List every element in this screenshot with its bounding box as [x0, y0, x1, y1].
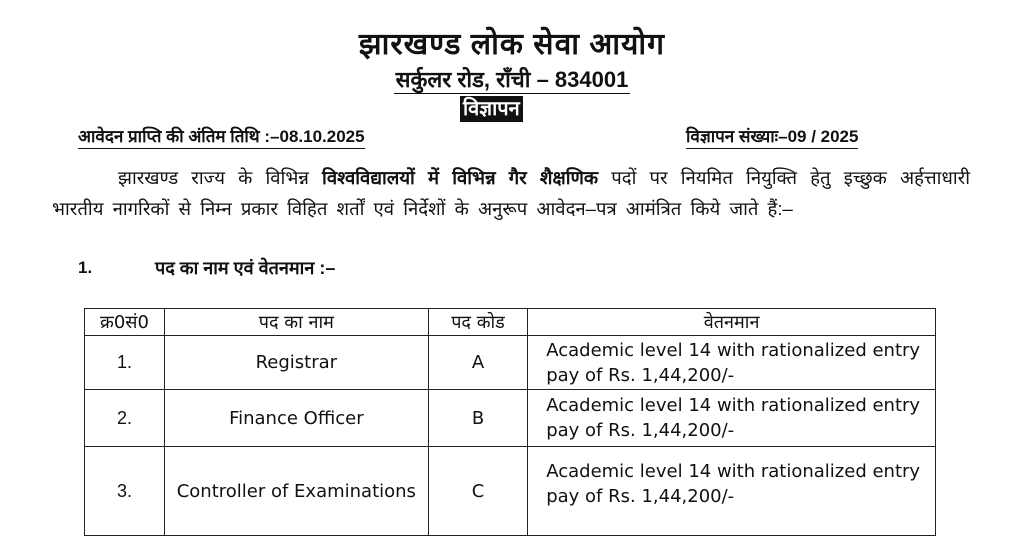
cell-pay-scale: Academic level 14 with rationalized entry pay of Rs. 1,44,200/- — [528, 336, 936, 390]
deadline-value: 08.10.2025 — [279, 127, 365, 146]
posts-table — [84, 308, 936, 536]
cell-serial-number: 3. — [85, 447, 165, 536]
cell-serial-number: 1. — [85, 336, 165, 390]
cell-post-code: B — [428, 390, 527, 447]
cell-post-name: Finance Officer — [164, 390, 428, 447]
header-serial-number: क्र0सं0 — [85, 309, 165, 336]
table-row — [85, 447, 936, 536]
cell-pay-scale: Academic level 14 with rationalized entry pay of Rs. 1,44,200/- — [528, 447, 936, 536]
header-pay-scale: वेतनमान — [528, 309, 936, 336]
intro-paragraph — [52, 162, 970, 224]
cell-serial-number: 2. — [85, 390, 165, 447]
adv-number-value: 09 / 2025 — [787, 127, 859, 146]
cell-post-name: Registrar — [164, 336, 428, 390]
intro-text-part2: पदों पर नियमित नियुक्ति हेतु इच्छुक अर्हत्ताधारी भारतीय नागरिकों से निम्न प्रकार विहित शर्तों एवं निर्देशों के अनुरूप आवेदन–पत्र आमंत्रित किये जाते हैं:– — [52, 167, 970, 219]
section-number: 1. — [78, 258, 93, 277]
organization-title: झारखण्ड लोक सेवा आयोग — [358, 28, 666, 61]
document-type-label: विज्ञापन — [460, 96, 523, 122]
header-post-name: पद का नाम — [164, 309, 428, 336]
deadline-label: आवेदन प्राप्ति की अंतिम तिथि :– — [78, 127, 280, 146]
table-row — [85, 336, 936, 390]
cell-post-name: Controller of Examinations — [164, 447, 428, 536]
organization-address — [0, 64, 1024, 94]
application-deadline — [78, 126, 365, 149]
advertisement-number — [686, 126, 858, 149]
cell-post-code: A — [428, 336, 527, 390]
intro-bold-text: विश्वविद्यालयों में विभिन्न गैर शैक्षणिक — [322, 167, 599, 188]
intro-text-part1: झारखण्ड राज्य के विभिन्न — [118, 167, 323, 188]
cell-pay-scale: Academic level 14 with rationalized entry pay of Rs. 1,44,200/- — [528, 390, 936, 447]
table-row — [85, 390, 936, 447]
cell-post-code: C — [428, 447, 527, 536]
table-header-row — [85, 309, 936, 336]
section-title: पद का नाम एवं वेतनमान :– — [155, 258, 336, 278]
adv-number-label: विज्ञापन संख्याः– — [686, 127, 788, 146]
address-text: सर्कुलर रोड, राँची – 834001 — [395, 67, 629, 92]
header-post-code: पद कोड — [428, 309, 527, 336]
